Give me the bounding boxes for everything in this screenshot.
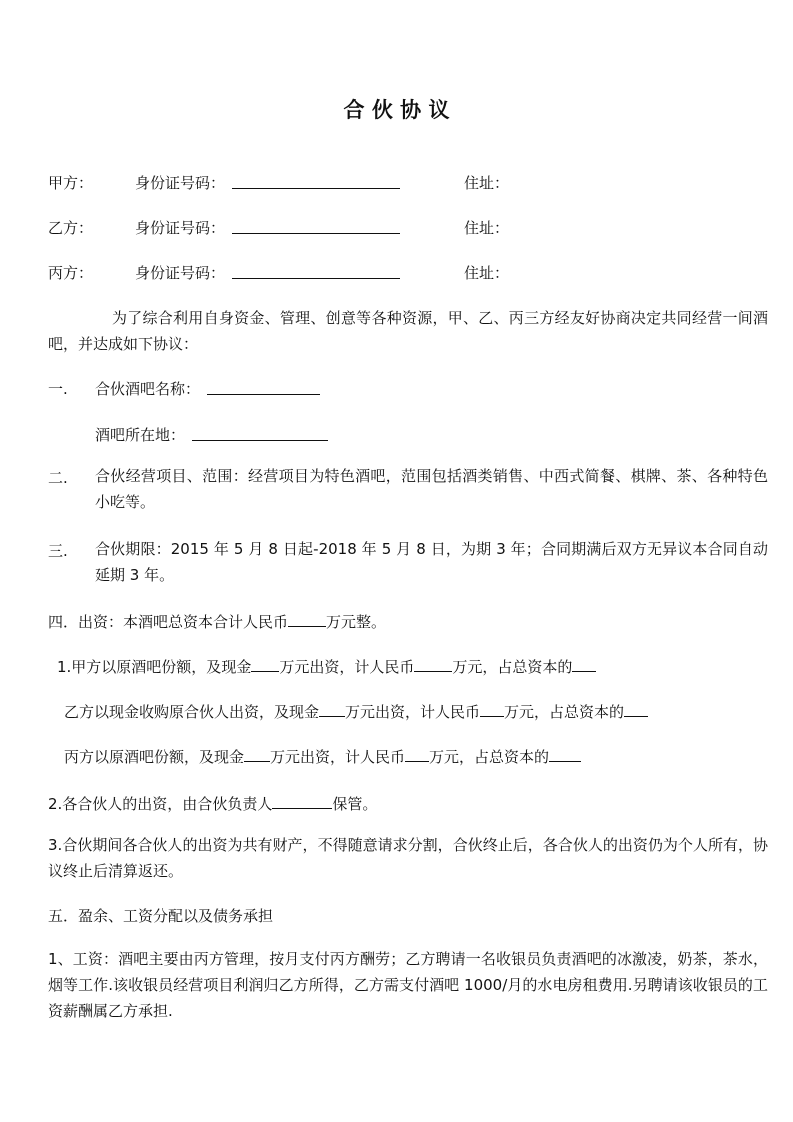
blank-line <box>272 790 332 809</box>
heading-text: 万元整。 <box>326 613 387 631</box>
address-label: 住址： <box>464 264 510 282</box>
bar-name-blank <box>207 394 320 395</box>
blank-line <box>288 608 326 627</box>
salary-paragraph: 1、工资：酒吧主要由丙方管理，按月支付丙方酬劳；乙方聘请一名收银员负责酒吧的冰激凌，奶茶，茶水，烟等工作.该收银员经营项目利润归乙方所得，乙方需支付酒吧 1000/月的水电房租费用.另聘请该收银员的工资薪酬属乙方承担. <box>48 950 768 1020</box>
address-label: 住址： <box>464 174 510 192</box>
text-segment: 丙方以原酒吧份额，及现金 <box>64 748 245 766</box>
id-blank-line <box>232 233 400 234</box>
section-number: 二. <box>48 469 68 487</box>
heading-text: 四．出资：本酒吧总资本合计人民币 <box>48 613 289 631</box>
section-5-heading: 五．盈余、工资分配以及债务承担 <box>48 907 274 925</box>
contribution-line <box>64 743 581 767</box>
section-2-text: 合伙经营项目、范围：经营项目为特色酒吧，范围包括酒类销售、中西式简餐、棋牌、茶、各种特色小吃等。 <box>95 467 768 511</box>
contribution-line <box>64 698 648 722</box>
blank-line <box>319 698 345 717</box>
intro-paragraph: 为了综合利用自身资金、管理、创意等各种资源，甲、乙、丙三方经友好协商决定共同经营一间酒吧，并达成如下协议： <box>48 309 768 353</box>
text-segment: 乙方以现金收购原合伙人出资，及现金 <box>64 703 320 721</box>
id-label: 身份证号码： <box>135 174 226 192</box>
contribution-line <box>57 653 596 677</box>
text-segment: 万元，占总资本的 <box>452 658 573 676</box>
blank-line <box>244 743 270 762</box>
section-number: 一. <box>48 380 68 398</box>
address-label: 住址： <box>464 219 510 237</box>
text-segment: 万元，占总资本的 <box>504 703 625 721</box>
blank-line <box>251 653 279 672</box>
text-segment: 2.各合伙人的出资，由合伙负责人 <box>48 795 273 813</box>
blank-line <box>549 743 581 762</box>
id-blank-line <box>232 278 400 279</box>
party-label: 丙方： <box>48 264 94 282</box>
section-3-text: 合伙期限：2015 年 5 月 8 日起-2018 年 5 月 8 日，为期 3 年；合同期满后双方无异议本合同自动延期 3 年。 <box>95 540 768 584</box>
joint-property-paragraph: 3.合伙期间各合伙人的出资为共有财产，不得随意请求分割，合伙终止后，各合伙人的出资仍为个人所有，协议终止后清算返还。 <box>48 836 768 880</box>
text-segment: 保管。 <box>332 795 378 813</box>
id-label: 身份证号码： <box>135 219 226 237</box>
id-label: 身份证号码： <box>135 264 226 282</box>
blank-line <box>624 698 648 717</box>
section-4-heading <box>48 608 386 632</box>
bar-name-label: 合伙酒吧名称： <box>95 380 201 398</box>
text-segment: 万元出资，计人民币 <box>270 748 406 766</box>
blank-line <box>572 653 596 672</box>
blank-line <box>480 698 504 717</box>
text-segment: 万元，占总资本的 <box>429 748 550 766</box>
text-segment: 万元出资，计人民币 <box>345 703 481 721</box>
section-number: 三. <box>48 542 68 560</box>
party-label: 甲方： <box>48 174 94 192</box>
party-label: 乙方： <box>48 219 94 237</box>
bar-location-blank <box>192 440 328 441</box>
text-segment: 万元出资，计人民币 <box>279 658 415 676</box>
id-blank-line <box>232 188 400 189</box>
bar-location-label: 酒吧所在地： <box>95 426 186 444</box>
document-title: 合 伙 协 议 <box>343 98 450 122</box>
text-segment: 1.甲方以原酒吧份额，及现金 <box>57 658 252 676</box>
custodian-line <box>48 790 377 814</box>
blank-line <box>405 743 429 762</box>
blank-line <box>414 653 452 672</box>
